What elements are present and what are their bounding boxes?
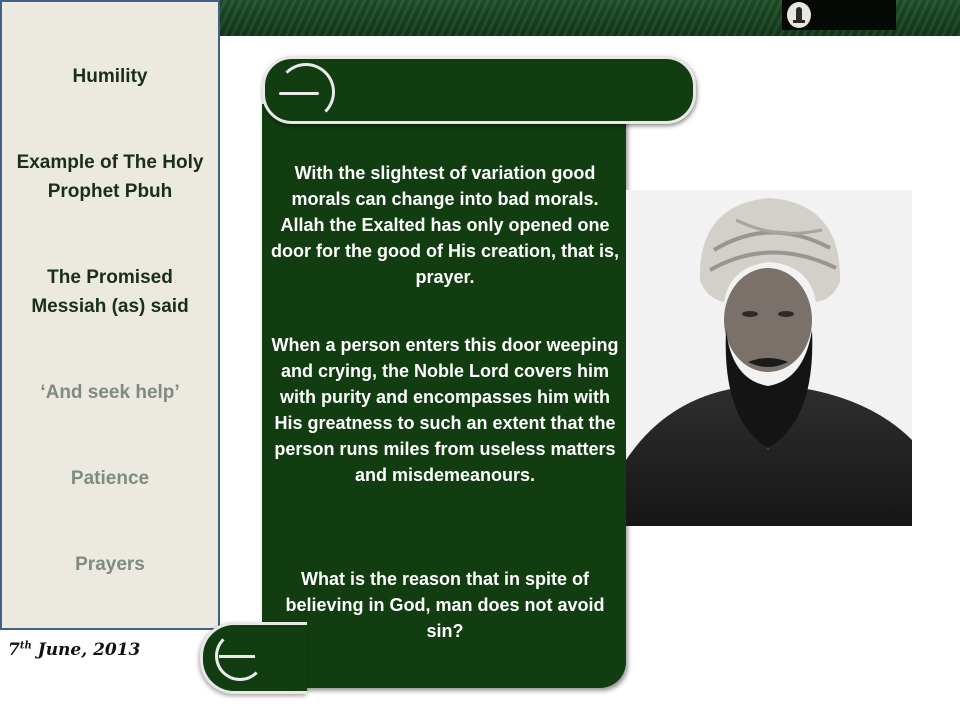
date-label — [8, 640, 140, 660]
portrait-image — [626, 190, 912, 526]
logo — [782, 0, 896, 30]
sidebar-item-prayers[interactable]: Prayers — [75, 554, 145, 575]
date-rest: June, 2013 — [37, 640, 141, 660]
date-suffix: th — [19, 640, 32, 652]
minaret-emblem-icon — [787, 2, 811, 28]
sidebar-item-patience[interactable]: Patience — [70, 468, 150, 489]
scroll-paragraph: When a person enters this door weeping and crying, the Noble Lord covers him with purity and encompasses him with His greatness to such an extent that the person runs miles from useless matters and misdemeanours. — [271, 335, 619, 485]
sidebar-item-example-holy-prophet[interactable]: Example of The Holy Prophet Pbuh — [16, 152, 204, 202]
sidebar-item-humility[interactable]: Humility — [72, 66, 148, 87]
scroll-top-roll — [262, 56, 696, 124]
sidebar-item-promised-messiah[interactable]: The Promised Messiah (as) said — [31, 267, 189, 317]
sidebar-item-seek-help[interactable]: ‘And seek help’ — [40, 382, 180, 403]
scroll-line — [219, 655, 255, 658]
sidebar — [0, 0, 220, 630]
date-day: 7 — [8, 640, 20, 660]
portrait-photo — [626, 190, 912, 526]
scroll-line — [279, 92, 319, 95]
scroll-question: What is the reason that in spite of believing in God, man does not avoid sin? — [285, 569, 605, 641]
scroll-paragraph: With the slightest of variation good morals can change into bad morals. Allah the Exalted has only opened one door for the good of His creation, that is, prayer. — [270, 163, 619, 287]
